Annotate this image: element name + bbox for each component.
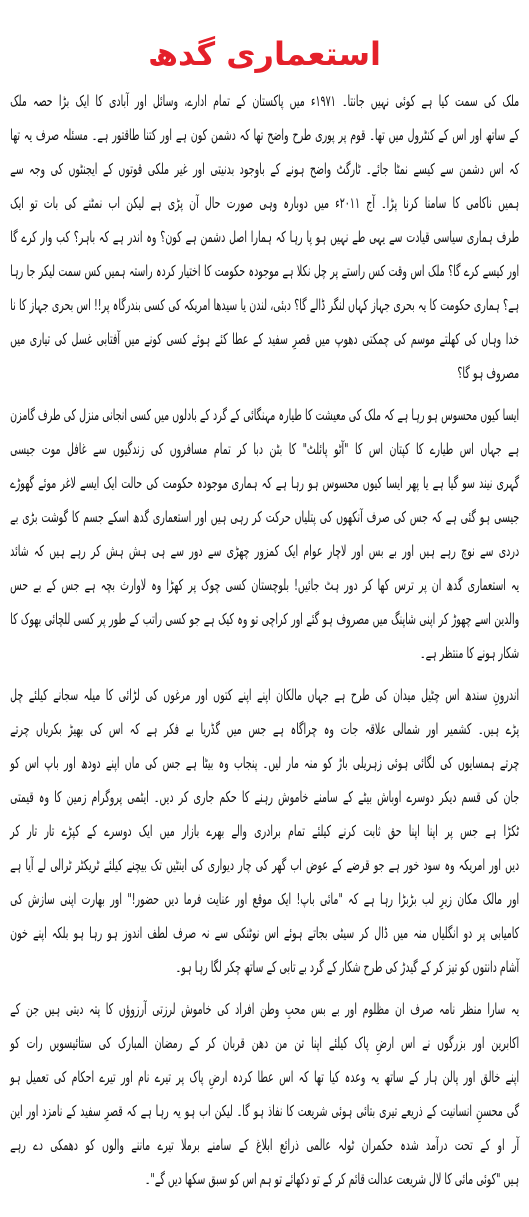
text-line: والدین اسے چھوڑ کر اپنی شاپنگ میں مصروف ہو گئے اور کراچی تو وہ کیک ہے جو کسی راتب کے طور پر کسی للچائی بھوک کا xyxy=(10,610,519,628)
article-title: استعماری گدھ xyxy=(147,35,381,73)
text-line: کہ اس دشمن سے کیسے نمٹا جائے۔ ٹارگٹ واضح ہونے کے باوجود بدنیتی اور غیر ملکی قوتوں کے ایجنٹوں کی وجہ سے xyxy=(10,160,519,178)
paragraph xyxy=(10,992,519,1196)
text-line: کے ساتھ اور اس کے کنٹرول میں تھا۔ قوم پر پوری طرح واضح تھا کہ دشمن کون ہے اور کتنا طاقتور ہے۔ مسئلہ صرف یہ تھا xyxy=(10,126,519,144)
paragraph xyxy=(10,678,519,984)
text-line: دیں اور امریکہ وہ سود خور ہے جو قرضے کے عوض اب گھر کی چار دیواری کی اینٹیں تک بیچنے کیلئے ٹریکٹر ٹرالی لے آیا ہے xyxy=(10,856,519,874)
text-line: یہ سارا منظر نامہ صرف ان مظلوم اور بے بس محبِ وطن افراد کی خاموش لرزتی آرزوؤں کا پتہ دیتی ہیں جن کے xyxy=(10,1000,519,1018)
text-line: خدا وہاں کی کھلتے موسم کی چمکتی دھوپ میں قصرِ سفید کے عطا کئے ہوئے کسی کونے میں آفتابی غسل کی تیاری میں xyxy=(10,330,519,348)
text-line: اور مالک مکان زیرِ لب بڑبڑا رہا ہے کہ "مائی باپ! ایک موقع اور عنایت فرما دیں حضور!" اور بھارت اپنی سازش کی xyxy=(10,890,519,908)
paragraph xyxy=(10,84,519,390)
text-line: ہمیں ناکامی کا سامنا کرنا پڑا۔ آج ۲۰۱۱ء میں دوبارہ وہی صورت حال آن پڑی ہے لیکن اب نمٹنے کی بات تو ایک xyxy=(10,194,519,212)
text-line: ایسا کیوں محسوس ہو رہا ہے کہ ملک کی معیشت کا طیارہ مہنگائی کے گرد کے بادلوں میں کسی انجانی منزل کی طرف گامزن xyxy=(10,406,519,424)
text-line: ہیں "کوئی مائی کا لال شریعت عدالت قائم کر کے تو دکھائے تو ہم اس کو سبق سکھا دیں گے"۔ xyxy=(144,1170,519,1188)
text-line: دردی سے نوچ رہے ہیں اور بے بس اور لاچار عوام ایک کمزور چھڑی سے دور سے ہی ہش ہش کر رہے ہیں کہ شائد xyxy=(10,542,519,560)
text-line: آر او کے تحت درآمد شدہ حکمران ٹولہ عالمی ذرائع ابلاغ کے سامنے برملا تیرے ماننے والوں کو دھمکی دے رہے xyxy=(10,1136,519,1154)
text-line: کامیابی پر دو انگلیاں منہ میں ڈال کر سیٹی بجاتے ہوئے اس نوٹنکی سے نہ صرف لطف اندوز ہو رہا ہو بلکہ اپنے خون xyxy=(10,924,519,942)
text-line: طرف ہماری سیاسی قیادت سے یہی طے نہیں ہو پا رہا کہ ہمارا اصل دشمن ہے کون؟ وہ اندر ہے کہ باہر؟ کب وار کرے گا xyxy=(10,228,519,246)
text-line: اور کیسے کرے گا؟ ملک اس وقت کس راستے پر چل نکلا ہے موجودہ حکومت کا اختیار کردہ راستہ ہمیں کس سمت لیکر جا رہا xyxy=(10,262,519,280)
text-line: یہ استعماری گدھ ان پر ترس کھا کر دور ہٹ جائیں! بلوچستان کسی چوک پر کھڑا وہ لاوارث بچہ ہے جس کے بے حس xyxy=(10,576,519,594)
text-line: اپنے خالق اور پالن ہار کے ساتھ یہ وعدہ کیا تھا کہ اس عطا کردہ ارضِ پاک پر تیرے نام اور تیرے احکام کی تعمیل ہو xyxy=(10,1068,519,1086)
text-line: پڑے ہیں۔ کشمیر اور شمالی علاقہ جات وہ چراگاہ ہے جس میں گڈریا بے فکر ہے کہ اس کی بھیڑ بکریاں چرتے xyxy=(10,720,519,738)
text-line: گہری نیند سو گیا ہے یا پھر ایسا کیوں محسوس ہو رہا ہے کہ ہماری موجودہ حکومت کی حالت ایک ایسے لاغر موئے گھوڑے xyxy=(10,474,519,492)
text-line: اندرونِ سندھ اس چٹیل میدان کی طرح ہے جہاں مالکان اپنے اپنے کتوں اور مرغوں کی لڑائی کا میلہ سجانے کیلئے چل xyxy=(10,686,519,704)
text-line: ہے جہاں اس طیارے کا کپتان اس کا "آٹو پائلٹ" کا بٹن دبا کر تمام مسافروں کی زندگیوں سے غافل موت جیسی xyxy=(10,440,519,458)
text-line: ملک کی سمت کیا ہے کوئی نہیں جانتا۔ ۱۹۷۱ء میں پاکستان کے تمام ادارے، وسائل اور آبادی کا ایک بڑا حصہ ملک xyxy=(10,92,519,110)
text-line: اکابرین اور بزرگوں نے اس ارضِ پاک کیلئے اپنا تن من دھن قربان کر کے رمضان المبارک کی ستائیسویں رات کو xyxy=(10,1034,519,1052)
text-line: جیسی ہو گئی ہے کہ جس کی صرف آنکھوں کی پتلیاں حرکت کر رہی ہیں اور استعماری گدھ اسکے جسم کا گوشت بڑی بے xyxy=(10,508,519,526)
text-line: آشام دانتوں کو تیز کر کے گیدڑ کی طرح شکار کے گرد بے تابی کے ساتھ چکر لگا رہا ہو۔ xyxy=(175,958,519,976)
paragraph xyxy=(10,398,519,670)
text-line: شکار ہونے کا منتظر ہے۔ xyxy=(419,644,519,662)
text-line: چرتے ہمسایوں کی لگائی ہوئی زہریلی باڑ کو منہ مار لیں۔ پنجاب وہ بیٹا ہے جس کی ماں اپنے دودھ اور باپ اس کو xyxy=(10,754,519,772)
text-line: جان کی قسم دیکر دوسرے اوباش بیٹے کے سامنے خاموش رہنے کا حکم جاری کر دیں۔ ایٹمی پروگرام زمین کا وہ قیمتی xyxy=(10,788,519,806)
text-line: ٹکڑا ہے جس پر اپنا اپنا حق ثابت کرنے کیلئے تمام برادری والے بھرے بازار میں ایک دوسرے کے کپڑے تار تار کر xyxy=(10,822,519,840)
text-line: ہے؟ ہماری حکومت کا یہ بحری جہاز کہاں لنگر ڈالے گا؟ دبئی، لندن یا سیدھا امریکہ کی کسی بندرگاہ پر!! اس بحری جہاز کا نا xyxy=(10,296,519,314)
article-text-block xyxy=(10,84,519,1204)
text-line: گی محسنِ انسانیت کے ذریعے تیری بتائی ہوئی شریعت کا نفاذ ہو گا۔ لیکن اب ہو یہ رہا ہے کہ قصرِ سفید کے نامزد اور این xyxy=(10,1102,519,1120)
text-line: مصروف ہو گا؟ xyxy=(457,364,519,382)
